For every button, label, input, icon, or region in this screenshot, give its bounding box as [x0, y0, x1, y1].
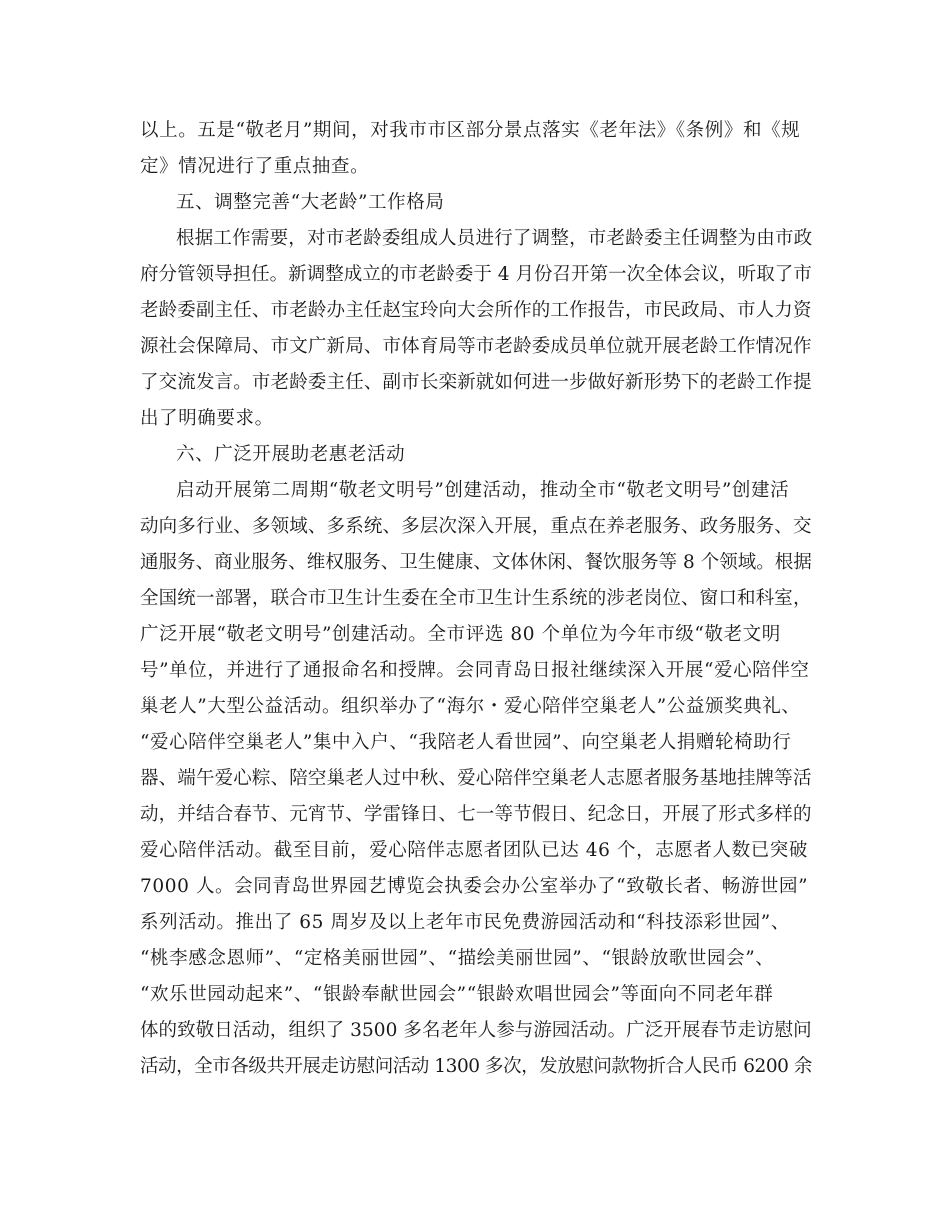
- text-line: 器、端午爱心粽、陪空巢老人过中秋、爱心陪伴空巢老人志愿者服务基地挂牌等活: [140, 768, 812, 789]
- text-line: 体的致敬日活动，组织了 3500 多名老年人参与游园活动。广泛开展春节走访慰问: [140, 1020, 812, 1041]
- text-line: 以上。五是“敬老月”期间，对我市市区部分景点落实《老年法》《条例》和《规: [140, 120, 801, 141]
- text-line: 全国统一部署，联合市卫生计生委在全市卫生计生系统的涉老岗位、窗口和科室，: [140, 588, 812, 609]
- text-line: 号”单位，并进行了通报命名和授牌。会同青岛日报社继续深入开展“爱心陪伴空: [140, 660, 810, 681]
- text-line: 了交流发言。市老龄委主任、副市长栾新就如何进一步做好新形势下的老龄工作提: [140, 372, 812, 393]
- text-line: 府分管领导担任。新调整成立的市老龄委于 4 月份召开第一次全体会议，听取了市: [140, 264, 812, 285]
- text-line: 通服务、商业服务、维权服务、卫生健康、文体休闲、餐饮服务等 8 个领域。根据: [140, 552, 812, 573]
- text-line: 系列活动。推出了 65 周岁及以上老年市民免费游园活动和“科技添彩世园”、: [140, 912, 790, 933]
- text-line: 动，并结合春节、元宵节、学雷锋日、七一等节假日、纪念日，开展了形式多样的: [140, 804, 812, 825]
- text-line: 出了明确要求。: [140, 408, 274, 429]
- text-line: 巢老人”大型公益活动。组织举办了“海尔・爱心陪伴空巢老人”公益颁奖典礼、: [140, 696, 801, 717]
- text-line: 启动开展第二周期“敬老文明号”创建活动，推动全市“敬老文明号”创建活: [176, 480, 790, 501]
- section-heading: 五、调整完善“大老龄”工作格局: [176, 192, 445, 213]
- text-line: “爱心陪伴空巢老人”集中入户、“我陪老人看世园”、向空巢老人捐赠轮椅助行: [140, 732, 792, 753]
- section-heading: 六、广泛开展助老惠老活动: [176, 444, 406, 465]
- text-line: 活动，全市各级共开展走访慰问活动 1300 多次，发放慰问款物折合人民币 6200 余: [140, 1056, 812, 1077]
- text-line: 广泛开展“敬老文明号”创建活动。全市评选 80 个单位为今年市级“敬老文明: [140, 624, 781, 645]
- text-line: 根据工作需要，对市老龄委组成人员进行了调整，市老龄委主任调整为由市政: [176, 228, 813, 249]
- text-line: 7000 人。会同青岛世界园艺博览会执委会办公室举办了“致敬长者、畅游世园”: [140, 876, 809, 897]
- text-line: “桃李感念恩师”、“定格美丽世园”、“描绘美丽世园”、“银龄放歌世园会”、: [140, 948, 775, 969]
- text-line: 源社会保障局、市文广新局、市体育局等市老龄委成员单位就开展老龄工作情况作: [140, 336, 812, 357]
- text-line: 定》情况进行了重点抽查。: [140, 156, 370, 177]
- text-line: “欢乐世园动起来”、“银龄奉献世园会”“银龄欢唱世园会”等面向不同老年群: [140, 984, 774, 1005]
- text-line: 爱心陪伴活动。截至目前，爱心陪伴志愿者团队已达 46 个，志愿者人数已突破: [140, 840, 809, 861]
- text-line: 老龄委副主任、市老龄办主任赵宝玲向大会所作的工作报告，市民政局、市人力资: [140, 300, 812, 321]
- text-line: 动向多行业、多领域、多系统、多层次深入开展，重点在养老服务、政务服务、交: [140, 516, 812, 537]
